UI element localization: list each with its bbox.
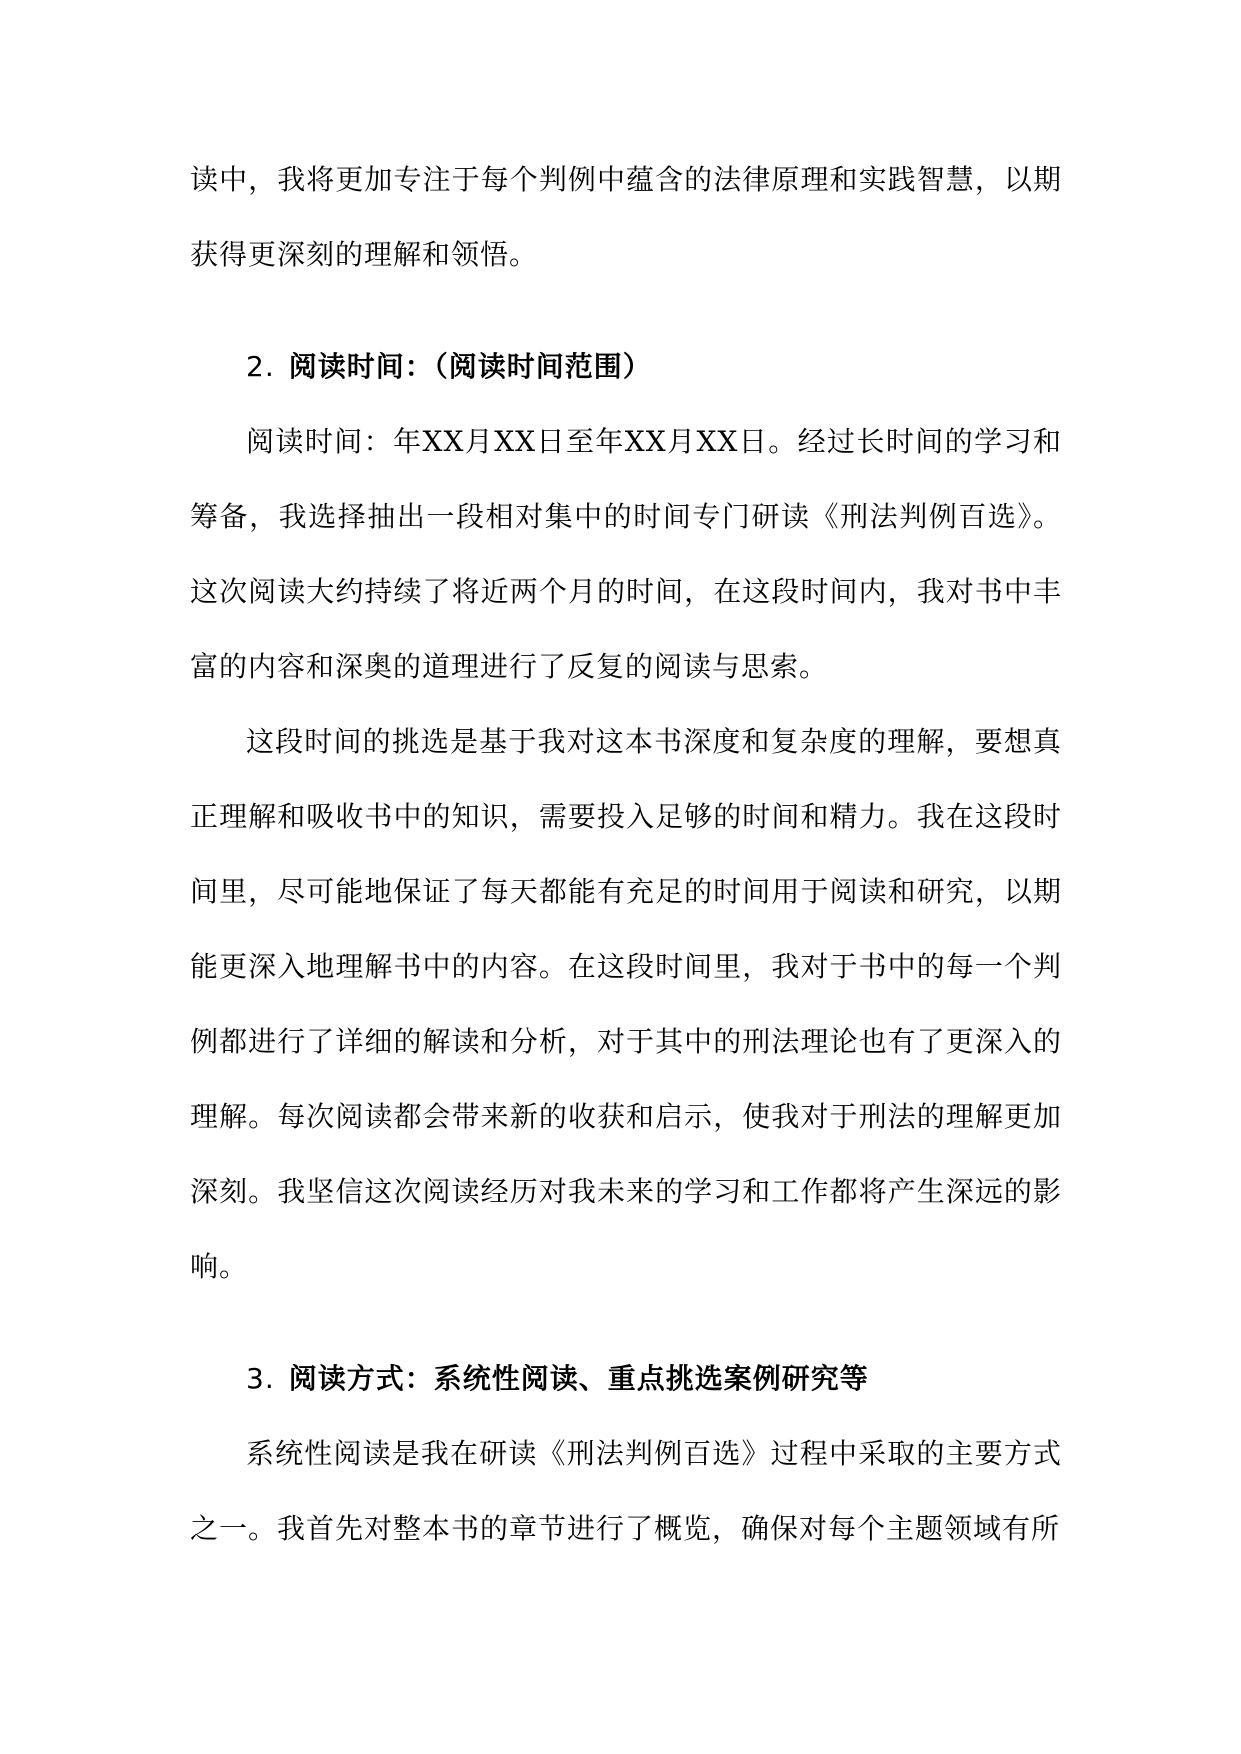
document-body [190,142,1062,1566]
paragraph: 这段时间的挑选是基于我对这本书深度和复杂度的理解，要想真正理解和吸收书中的知识，需要投入足够的时间和精力。我在这段时间里，尽可能地保证了每天都能有充足的时间用于阅读和研究，以期能更深入地理解书中的内容。在这段时间里，我对于书中的每一个判例都进行了详细的解读和分析，对于其中的刑法理论也有了更深入的理解。每次阅读都会带来新的收获和启示，使我对于刑法的理解更加深刻。我坚信这次阅读经历对我未来的学习和工作都将产生深远的影响。 [190,725,1062,1283]
paragraph-continued: 读中，我将更加专注于每个判例中蕴含的法律原理和实践智慧，以期获得更深刻的理解和领悟。 [190,163,1062,271]
paragraph: 系统性阅读是我在研读《刑法判例百选》过程中采取的主要方式之一。我首先对整本书的章节进行了概览，确保对每个主题领域有所 [190,1437,1062,1545]
section-title: 阅读方式：系统性阅读、重点挑选案例研究等 [288,1362,869,1395]
section-gap [190,1304,1062,1341]
section-number: 2. [246,350,275,383]
section-title: 阅读时间：（阅读时间范围） [288,350,652,383]
section-gap [190,292,1062,329]
paragraph: 阅读时间：年XX月XX日至年XX月XX日。经过长时间的学习和筹备，我选择抽出一段相对集中的时间专门研读《刑法判例百选》。这次阅读大约持续了将近两个月的时间，在这段时间内，我对书中丰富的内容和深奥的道理进行了反复的阅读与思索。 [190,425,1062,683]
section-heading-2 [190,329,1062,404]
section-number: 3. [246,1362,275,1395]
section-heading-3 [190,1341,1062,1416]
